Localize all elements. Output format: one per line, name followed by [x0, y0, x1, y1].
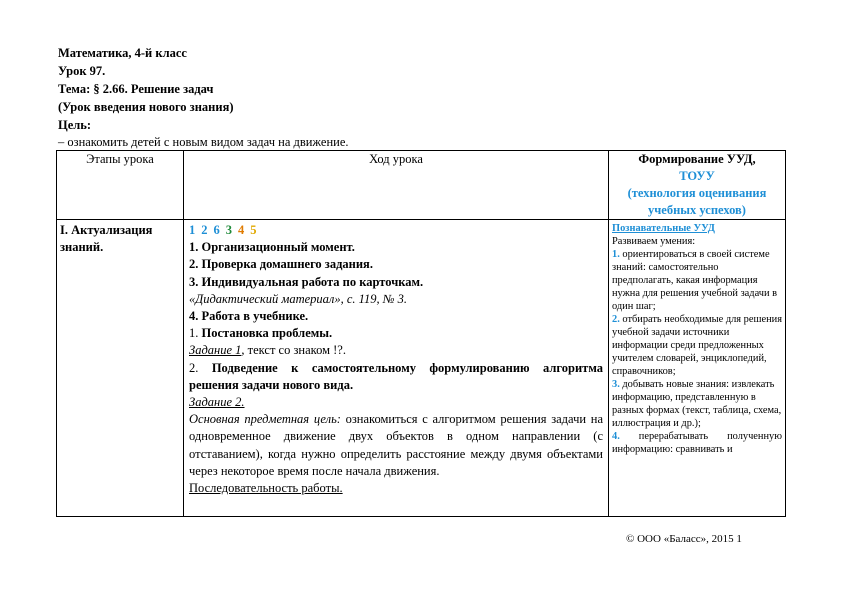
- uud-header-line3: (технология оценивания: [627, 186, 767, 200]
- uud-item-2: 2. отбирать необходимые для решения учебной задачи источники информации среди предложенных учителем словарей, энциклопедий, справочников;: [612, 314, 782, 377]
- step-cards: 3. Индивидуальная работа по карточкам.: [189, 274, 424, 289]
- course-cell: [184, 220, 609, 517]
- uud-cell: [609, 220, 786, 517]
- uud-title: Познавательные УУД: [612, 223, 715, 234]
- lesson-number: Урок 97.: [58, 64, 106, 78]
- num-3: 3: [225, 223, 232, 237]
- algorithm-step: 2. Подведение к самостоятельному формулированию алгоритма решения задачи нового вида.: [189, 360, 603, 392]
- step-textbook: 4. Работа в учебнике.: [189, 309, 309, 324]
- stage-label: I. Актуализация знаний.: [60, 223, 153, 254]
- table-header-row: [57, 151, 786, 220]
- uud-item-4: 4. перерабатывать полученную информацию: сравнивать и: [612, 431, 782, 455]
- num-1: 1: [189, 223, 196, 237]
- col-uud-header: [609, 151, 786, 220]
- num-2: 2: [201, 223, 208, 237]
- subject-title: Математика, 4-й класс: [58, 46, 187, 60]
- main-goal: Основная предметная цель: ознакомиться с алгоритмом решения задачи на одновременное движение двух объектов в одном направлении (с отставанием), когда нужно определить расстояние между двумя объектами через некоторое время после начала движения.: [189, 412, 603, 478]
- table-row: [57, 220, 786, 517]
- problem-setting: 1. Постановка проблемы.: [189, 326, 333, 341]
- col-stages-header: Этапы урока: [57, 151, 184, 220]
- copyright-footer: © ООО «Баласс», 2015 1: [626, 533, 742, 545]
- work-sequence: Последовательность работы.: [189, 481, 343, 496]
- step-org: 1. Организационный момент.: [189, 240, 355, 255]
- lesson-topic: Тема: § 2.66. Решение задач: [58, 82, 214, 96]
- uud-item-1: 1. ориентироваться в своей системе знаний: самостоятельно предполагать, какая информация нужна для решения учебной задачи в один шаг;: [612, 249, 778, 312]
- stage-numbers: [189, 222, 603, 239]
- task-1: Задание 1, текст со знаком !?.: [189, 343, 346, 358]
- num-6: 6: [213, 223, 220, 237]
- goal-text: – ознакомить детей с новым видом задач на движение.: [58, 135, 349, 149]
- step-homework: 2. Проверка домашнего задания.: [189, 257, 373, 272]
- lesson-type: (Урок введения нового знания): [58, 100, 234, 114]
- uud-header-line2: ТОУУ: [679, 169, 715, 183]
- uud-intro: Развиваем умения:: [612, 236, 696, 247]
- stage-cell: [57, 220, 184, 517]
- uud-item-3: 3. добывать новые знания: извлекать информацию, представленную в разных формах (текст, таблица, схема, иллюстрация и др.);: [612, 379, 782, 429]
- didactic-ref: «Дидактический материал», с. 119, № 3.: [189, 291, 408, 306]
- uud-header-line4: учебных успехов): [648, 203, 746, 217]
- num-4: 4: [238, 223, 245, 237]
- task-2: Задание 2.: [189, 395, 245, 410]
- uud-header-line1: Формирование УУД,: [638, 152, 756, 166]
- goal-label: Цель:: [58, 118, 92, 132]
- col-course-header: Ход урока: [184, 151, 609, 220]
- num-5: 5: [250, 223, 257, 237]
- lesson-table: [56, 150, 786, 517]
